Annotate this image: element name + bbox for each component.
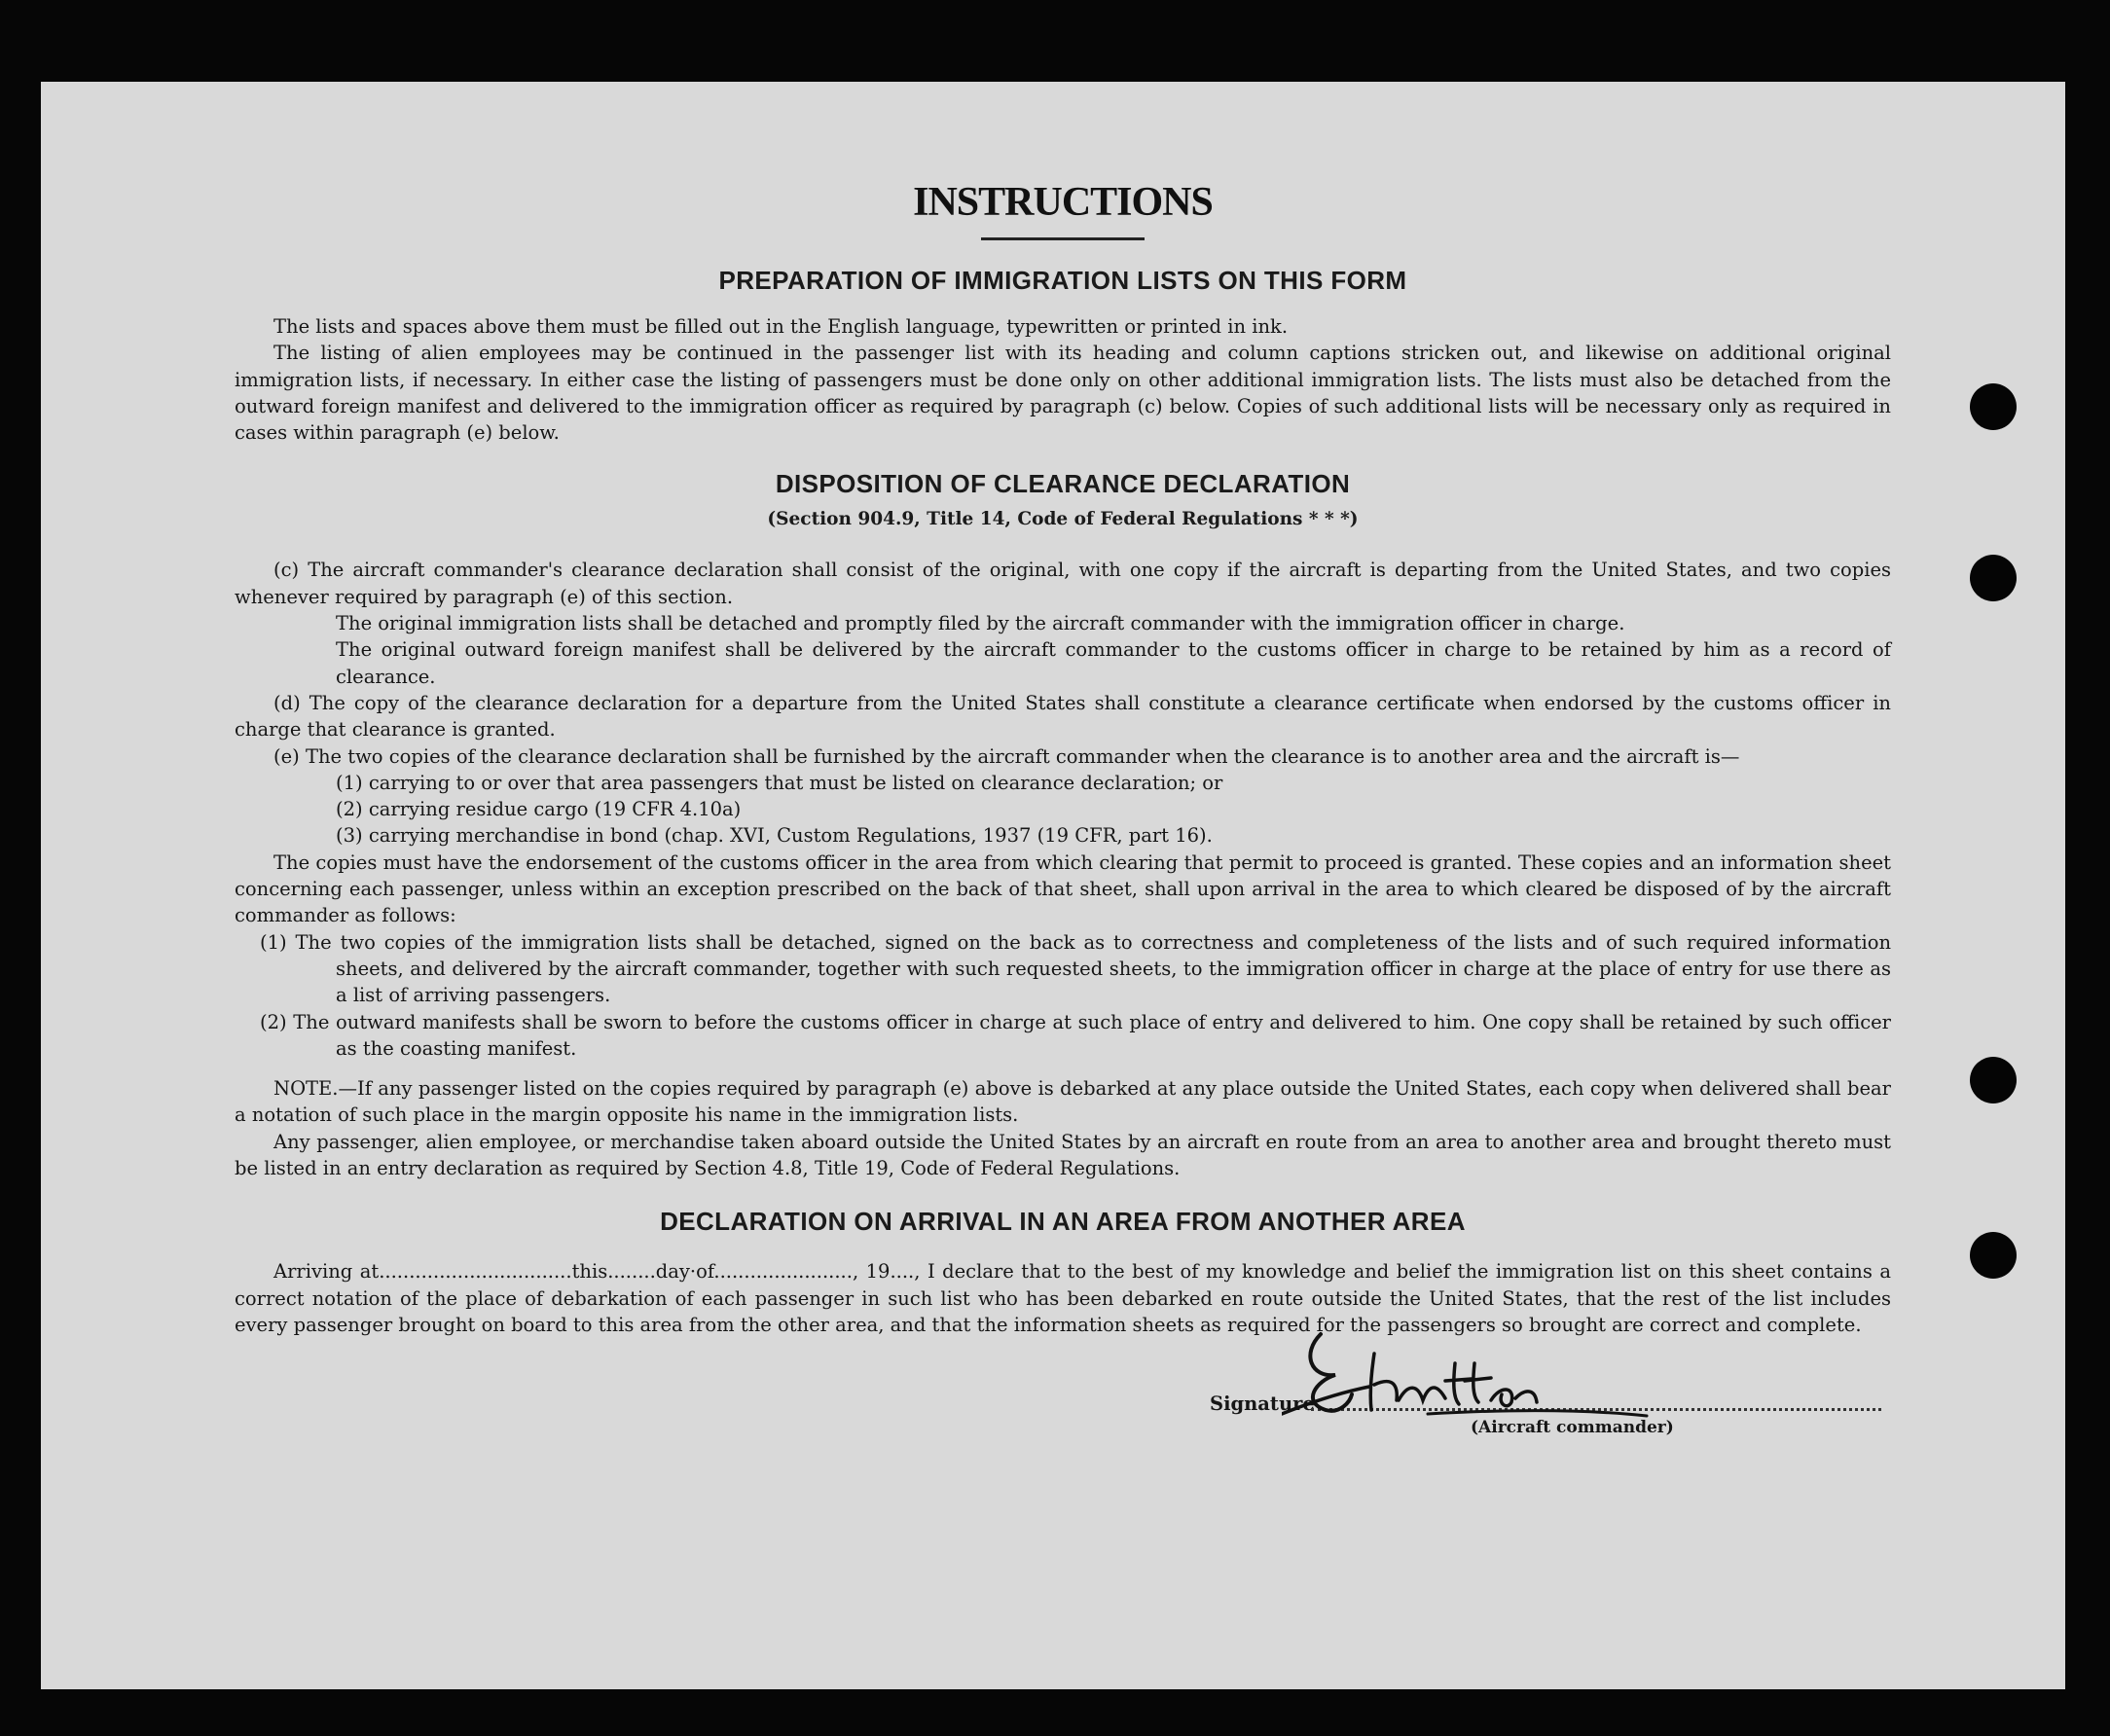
- signature-block: [235, 1346, 1891, 1438]
- paragraph: The lists and spaces above them must be filled out in the English language, typewritten or printed in ink.: [273, 315, 1289, 338]
- paragraph-copies: The copies must have the endorsement of the customs officer in the area from which clearing that permit to proceed is granted. These copies and an information sheet concerning each passenger, unless within an exception prescribed on the back of that sheet, shall upon arrival in the area to which cleared be disposed of by the aircraft commander as follows:: [235, 850, 1891, 927]
- punch-hole: [1970, 1232, 2017, 1279]
- section-heading-preparation: PREPARATION OF IMMIGRATION LISTS ON THIS FORM: [718, 266, 1407, 295]
- paragraph-e3: (3) carrying merchandise in bond (chap. XVI, Custom Regulations, 1937 (19 CFR, part 16).: [336, 824, 1213, 848]
- paragraph-d: (d) The copy of the clearance declaration for a departure from the United States shall constitute a clearance certificate when endorsed by the customs officer in charge that clearance is granted.: [235, 691, 1891, 741]
- preparation-body: [235, 313, 1891, 446]
- section-heading-declaration: DECLARATION ON ARRIVAL IN AN AREA FROM ANOTHER AREA: [660, 1207, 1466, 1237]
- paragraph-f1: (1) The two copies of the immigration lists shall be detached, signed on the back as to correctness and completeness of the lists and of such required information sheets, and delivered by the aircraft commander, together with such requested sheets, to the immigration officer in charge at the place of entry for use there as a list of arriving passengers.: [260, 930, 1891, 1007]
- document-title: INSTRUCTIONS: [913, 180, 1213, 225]
- paragraph-e2: (2) carrying residue cargo (19 CFR 4.10a): [336, 798, 742, 821]
- punch-hole: [1970, 1057, 2017, 1103]
- handwritten-signature: [1282, 1324, 1652, 1431]
- paragraph-c1: The original immigration lists shall be detached and promptly filed by the aircraft commander with the immigration officer in charge.: [336, 612, 1625, 635]
- paragraph-any: Any passenger, alien employee, or merchandise taken aboard outside the United States by an aircraft en route from an area to another area and brought thereto must be listed in an entry declaration as required by Section 4.8, Title 19, Code of Federal Regulations.: [235, 1130, 1891, 1180]
- punch-hole: [1970, 383, 2017, 430]
- paragraph: The listing of alien employees may be continued in the passenger list with its heading and column captions stricken out, and likewise on additional original immigration lists, if necessary. In either case the listing of passengers must be done only on other additional immigration lists. The lists must also be detached from the outward foreign manifest and delivered to the immigration officer as required by paragraph (c) below. Copies of such additional lists will be necessary only as required in cases within paragraph (e) below.: [235, 342, 1891, 445]
- signature-caption: (Aircraft commander): [1471, 1418, 1674, 1438]
- paragraph-f2: (2) The outward manifests shall be sworn to before the customs officer in charge at such place of entry and delivered to him. One copy shall be retained by such officer as the coasting manifest.: [260, 1010, 1891, 1060]
- section-heading-disposition: DISPOSITION OF CLEARANCE DECLARATION: [775, 469, 1351, 499]
- paragraph-e: (e) The two copies of the clearance declaration shall be furnished by the aircraft commander when the clearance is to another area and the aircraft is—: [273, 744, 1740, 768]
- punch-hole: [1970, 555, 2017, 601]
- paragraph-c2: The original outward foreign manifest shall be delivered by the aircraft commander to the customs officer in charge to be retained by him as a record of clearance.: [336, 638, 1891, 688]
- document-page: [41, 82, 2065, 1689]
- declaration-text: Arriving at................................this........day·of......................., 19...., I declare that to the best of my knowledge and belief the immigration list on this sheet contains a correct notation of the place of debarkation of each passenger in such list who has been debarked en route outside the United States, that the rest of the list includes every passenger brought on board to this area from the other area, and that the information sheets as required for the passengers so brought are correct and complete.: [235, 1260, 1891, 1336]
- document-content: [235, 179, 1891, 1438]
- paragraph-note: NOTE.—If any passenger listed on the copies required by paragraph (e) above is debarked at any place outside the United States, each copy when delivered shall bear a notation of such place in the margin opposite his name in the immigration lists.: [235, 1077, 1891, 1127]
- section-subheading: (Section 904.9, Title 14, Code of Federal Regulations * * *): [767, 509, 1359, 530]
- signature-label: Signature: [1210, 1392, 1315, 1416]
- title-rule: [981, 237, 1145, 240]
- paragraph-c: (c) The aircraft commander's clearance declaration shall consist of the original, with one copy if the aircraft is departing from the United States, and two copies whenever required by paragraph (e) of this section.: [235, 559, 1891, 608]
- disposition-body: [235, 557, 1891, 1181]
- paragraph-e1: (1) carrying to or over that area passengers that must be listed on clearance declaration; or: [336, 771, 1223, 794]
